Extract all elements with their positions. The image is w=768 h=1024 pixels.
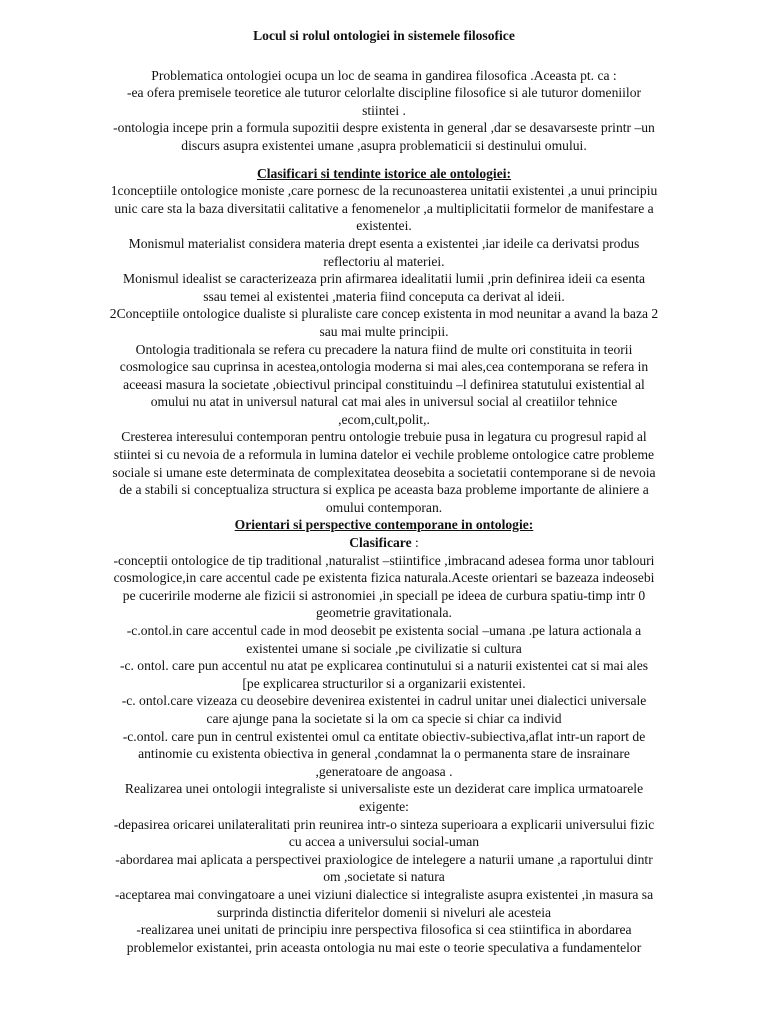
- text-line: unic care sta la baza diversitatii calitative a fenomenelor ,a multiplicitatii formelor de manifestare a: [114, 200, 654, 216]
- paragraph-contol-1: [66, 622, 702, 657]
- document-title: [66, 27, 702, 45]
- text-line: -c. ontol. care pun accentul nu atat pe explicarea continutului si a naturii existentei cat si mai ales: [119, 658, 649, 674]
- text-line: care ajunge pana la societate si la om ca specie si chiar ca individ: [206, 710, 562, 726]
- paragraph-materialist: [66, 235, 702, 270]
- text-line: -realizarea unei unitati de principiu inre perspectiva filosofica si cea stiintifica in abordarea: [136, 922, 632, 938]
- paragraph-realizarea-unitati: [66, 921, 702, 956]
- paragraph-contol-3: [66, 692, 702, 727]
- heading-text: Orientari si perspective contemporane in ontologie:: [234, 517, 534, 533]
- paragraph-contol-2: [66, 657, 702, 692]
- text-line: ,ecom,cult,polit,.: [338, 411, 430, 427]
- text-line: omului nu atat in universul natural cat mai ales in universul social al creatiilor tehnice: [150, 394, 618, 410]
- paragraph-cresterea: [66, 428, 702, 516]
- paragraph-idealist: [66, 270, 702, 305]
- paragraph-abordarea: [66, 851, 702, 886]
- heading-text: Clasificari si tendinte istorice ale ontologiei:: [256, 165, 512, 181]
- text-line: [pe explicarea structurilor si a organizarii existentei.: [242, 675, 526, 691]
- text-line: ssau temei al existentei ,materia fiind conceputa ca derivat al ideii.: [203, 288, 565, 304]
- text-line: -depasirea oricarei unilateralitati prin reunirea intr-o sinteza superioara a explicarii universului fizic: [113, 816, 655, 832]
- text-line: Cresterea interesului contemporan pentru ontologie trebuie pusa in legatura cu progresul rapid al: [121, 429, 647, 445]
- paragraph-monism: [66, 182, 702, 235]
- text-line: Problematica ontologiei ocupa un loc de seama in gandirea filosofica .Aceasta pt. ca :: [151, 67, 617, 83]
- text-line: -ontologia incepe prin a formula supozitii despre existenta in general ,dar se desavarseste printr –un: [113, 120, 655, 136]
- text-line: om ,societate si natura: [323, 869, 445, 885]
- text-line: Monismul materialist considera materia drept esenta a existentei ,iar ideile ca derivatsi produs: [128, 235, 640, 251]
- text-line: cu accea a universului social-uman: [288, 834, 480, 850]
- text-line: -ea ofera premisele teoretice ale tuturor celorlalte discipline filosofice si ale tuturor domeniilor: [126, 85, 642, 101]
- text-line: discurs asupra existentei umane ,asupra problematicii si destinului omului.: [181, 137, 587, 153]
- text-line: ,generatoare de angoasa .: [315, 763, 453, 779]
- intro-paragraph: [66, 67, 702, 155]
- text-line: exigente:: [359, 798, 409, 814]
- text-line: aceeasi masura la societate ,obiectivul principal constituindu –l definirea statutului existential al: [123, 376, 645, 392]
- text-line: -c. ontol.care vizeaza cu deosebire devenirea existentei in cadrul unitar unei dialectici universale: [121, 693, 647, 709]
- text-line: geometrie gravitationala.: [316, 605, 452, 621]
- text-line: -conceptii ontologice de tip traditional ,naturalist –stiintifice ,imbracand adesea forma unor tablouri: [113, 552, 655, 568]
- text-line: de a stabili si conceptualiza structura si explica pe aceasta baza probleme importante de aliniere a: [119, 482, 649, 498]
- text-line: -abordarea mai aplicata a perspectivei praxiologice de intelegere a naturii umane ,a raportului dintr: [115, 851, 653, 867]
- paragraph-contol-4: [66, 728, 702, 781]
- text-line: 1conceptiile ontologice moniste ,care pornesc de la recunoasterea unitatii existentei ,a unui principiu: [110, 183, 658, 199]
- subheading-line: [66, 534, 702, 552]
- paragraph-dualist: [66, 305, 702, 340]
- text-line: problemelor existantei, prin aceasta ontologia nu mai este o teorie speculativa a fundamentelor: [126, 939, 642, 955]
- paragraph-aceptarea: [66, 886, 702, 921]
- text-line: -aceptarea mai convingatoare a unei viziuni dialectice si integraliste asupra existentei ,in masura sa: [114, 886, 654, 902]
- text-line: existentei umane si sociale ,pe civilizatie si cultura: [246, 640, 522, 656]
- text-line: Realizarea unei ontologii integraliste si universaliste este un deziderat care implica urmatoarele: [124, 781, 644, 797]
- text-line: surprinda distinctia diferitelor domenii si niveluri ale acesteia: [216, 904, 552, 920]
- paragraph-conceptii: [66, 552, 702, 622]
- text-line: stiintei .: [362, 102, 406, 118]
- text-line: Monismul idealist se caracterizeaza prin afirmarea idealitatii lumii ,prin definirea ideii ca esenta: [123, 271, 645, 287]
- paragraph-realizarea: [66, 780, 702, 815]
- text-line: omului contemporan.: [325, 499, 443, 515]
- section-heading-clasificari: [66, 165, 702, 183]
- text-line: -c.ontol. care pun in centrul existentei omul ca entitate obiectiv-subiectiva,aflat intr-un raport de: [122, 728, 646, 744]
- text-line: stiintei si cu nevoia de a reformula in lumina datelor ei vechile probleme ontologice catre probleme: [113, 447, 655, 463]
- text-line: cosmologice sau cuprinsa in acestea,ontologia moderna si mai ales,cea contemporana se refera in: [119, 359, 649, 375]
- text-line: pe cuceririle moderne ale fizicii si astronomiei ,in speciall pe ideea de curbura spatiu-timp intr 0: [122, 587, 646, 603]
- subheading-clasificare: [66, 534, 702, 552]
- paragraph-depasirea: [66, 816, 702, 851]
- text-line: -c.ontol.in care accentul cade in mod deosebit pe existenta social –umana .pe latura actionala a: [126, 623, 642, 638]
- text-line: 2Conceptiile ontologice dualiste si pluraliste care concep existenta in mod neunitar a avand la baza 2: [109, 306, 659, 322]
- text-line: antinomie cu existenta obiectiva in general ,condamnat la o permanenta stare de insrainare: [138, 746, 630, 762]
- text-line: sau mai multe principii.: [319, 323, 449, 339]
- subheading-text: Clasificare: [349, 535, 412, 551]
- document-title-text: Locul si rolul ontologiei in sistemele filosofice: [253, 28, 515, 43]
- paragraph-traditionala: [66, 341, 702, 429]
- text-line: existentei.: [356, 218, 412, 234]
- text-line: Ontologia traditionala se refera cu precadere la natura fiind de multe ori constituita in teorii: [135, 341, 633, 357]
- section-heading-orientari: [66, 516, 702, 534]
- text-line: cosmologice,in care accentul cade pe existenta fizica naturala.Aceste orientari se bazeaza indeosebi: [113, 570, 655, 586]
- subheading-suffix: :: [411, 535, 419, 551]
- text-line: reflectoriu al materiei.: [323, 253, 445, 269]
- text-line: sociale si umane este determinata de complexitatea deosebita a societatii contemporane si de nevoia: [112, 464, 656, 480]
